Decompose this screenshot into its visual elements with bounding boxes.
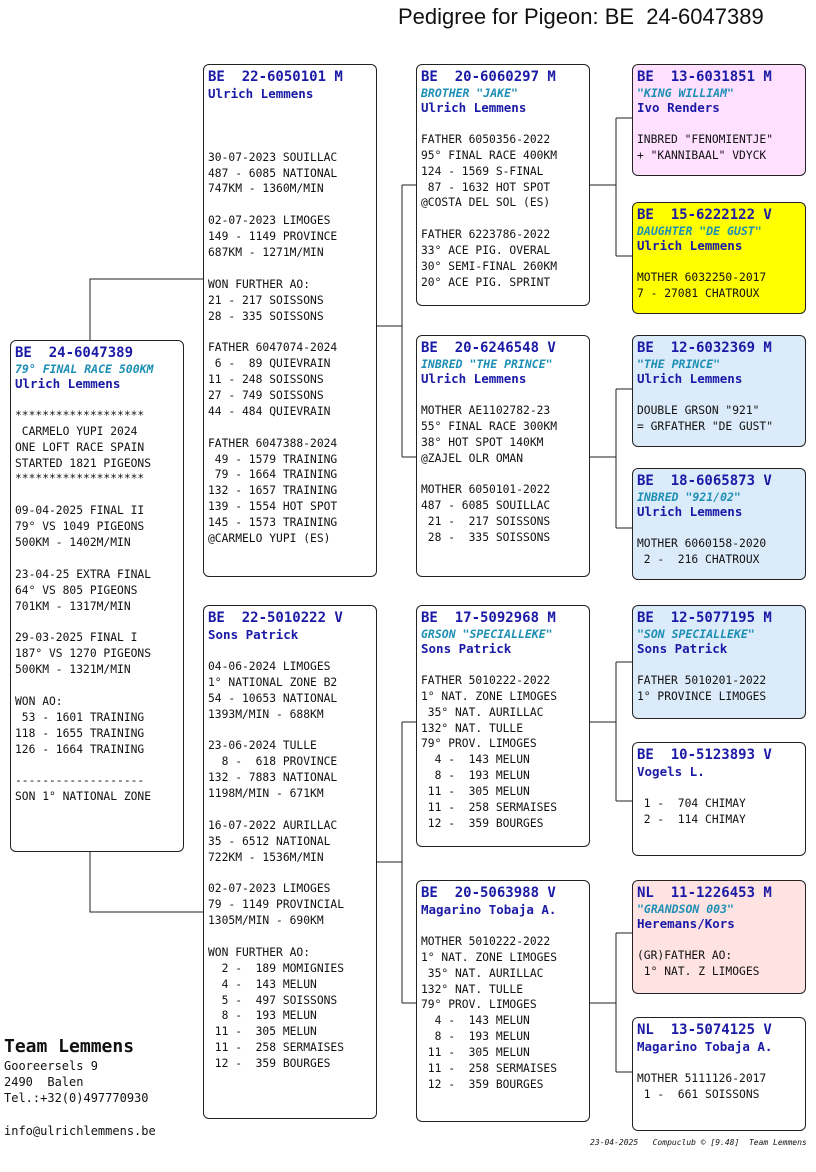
performance-line xyxy=(208,865,372,881)
page-title: Pedigree for Pigeon: BE 24-6047389 xyxy=(398,4,764,29)
performance-line: 8 - 193 MELUN xyxy=(421,769,530,783)
pigeon-card-dss xyxy=(632,605,806,719)
performance-line: CARMELO YUPI 2024 xyxy=(15,424,138,438)
performance-line: 12 - 359 BOURGES xyxy=(421,816,544,830)
performance-line: 6 - 89 QUIEVRAIN xyxy=(208,357,331,371)
performance-line: 95° FINAL RACE 400KM xyxy=(421,148,558,162)
performance-line: 44 - 484 QUIEVRAIN xyxy=(208,404,331,418)
performance-line: 79 - 1664 TRAINING xyxy=(208,468,338,482)
performance-line: 187° VS 1270 PIGEONS xyxy=(15,647,152,661)
performance-line: MOTHER AE1102782-23 xyxy=(421,403,551,417)
pigeon-nickname: BROTHER "JAKE" xyxy=(421,86,518,100)
performance-line: 1 - 704 CHIMAY xyxy=(637,796,746,810)
performance-line: 1 - 661 SOISSONS xyxy=(637,1087,760,1101)
breeder-name: Sons Patrick xyxy=(637,641,728,656)
performance-line: WON FURTHER AO: xyxy=(208,945,311,959)
breeder-name: Ulrich Lemmens xyxy=(421,100,527,115)
ring-number: BE 20-6060297 M xyxy=(421,69,556,85)
performance-line: 1° NAT. Z LIMOGES xyxy=(637,964,760,978)
performance-line xyxy=(637,780,801,796)
performance-line: DOUBLE GRSON "921" xyxy=(637,403,760,417)
performance-line: 09-04-2025 FINAL II xyxy=(15,504,145,518)
performance-line: (GR)FATHER AO: xyxy=(637,948,733,962)
pigeon-card-ddd xyxy=(632,1017,806,1131)
pigeon-card-sdd xyxy=(632,468,806,580)
performance-line: @ZAJEL OLR OMAN xyxy=(421,451,524,465)
performance-line xyxy=(421,387,585,403)
pigeon-card-dam-sire xyxy=(416,605,590,847)
pigeon-card-subject xyxy=(10,340,184,852)
performance-line xyxy=(208,929,372,945)
performance-line: 11 - 305 MELUN xyxy=(421,785,530,799)
performance-line: 145 - 1573 TRAINING xyxy=(208,516,338,530)
performance-line: 722KM - 1536M/MIN xyxy=(208,850,324,864)
breeder-name: Ulrich Lemmens xyxy=(15,376,121,391)
performance-line xyxy=(208,197,372,213)
performance-line: FATHER 6050356-2022 xyxy=(421,132,551,146)
performance-line: 487 - 6085 SOUILLAC xyxy=(421,499,551,513)
pigeon-card-sss xyxy=(632,64,806,176)
performance-line: FATHER 6047074-2024 xyxy=(208,341,338,355)
performance-line: 149 - 1149 PROVINCE xyxy=(208,230,338,244)
performance-line xyxy=(208,134,372,150)
performance-line: 1° NATIONAL ZONE B2 xyxy=(208,675,338,689)
performance-line xyxy=(421,211,585,227)
performance-line xyxy=(637,254,801,270)
performance-line: 1393M/MIN - 688KM xyxy=(208,707,324,721)
performance-line: 28 - 335 SOISSONS xyxy=(208,309,324,323)
pigeon-card-sire-sire xyxy=(416,64,590,306)
breeder-name: Sons Patrick xyxy=(421,641,512,656)
ring-number: NL 11-1226453 M xyxy=(637,885,772,901)
performance-line: 139 - 1554 HOT SPOT xyxy=(208,500,338,514)
performance-line xyxy=(208,643,372,659)
performance-line: 2 - 216 CHATROUX xyxy=(637,552,760,566)
performance-line: 02-07-2023 LIMOGES xyxy=(208,214,331,228)
performance-line xyxy=(15,614,179,630)
performance-lines xyxy=(637,932,801,980)
performance-lines xyxy=(637,116,801,164)
performance-line: 500KM - 1321M/MIN xyxy=(15,663,131,677)
performance-line: 35 - 6512 NATIONAL xyxy=(208,834,331,848)
breeder-name: Ulrich Lemmens xyxy=(637,371,743,386)
performance-lines xyxy=(208,102,372,547)
performance-line: MOTHER 5111126-2017 xyxy=(637,1071,767,1085)
performance-line: @COSTA DEL SOL (ES) xyxy=(421,196,551,210)
performance-line: 12 - 359 BOURGES xyxy=(208,1057,331,1071)
performance-lines xyxy=(421,387,585,546)
performance-line: = GRFATHER "DE GUST" xyxy=(637,419,774,433)
performance-line: 79° PROV. LIMOGES xyxy=(421,737,537,751)
performance-line: ******************* xyxy=(15,408,145,422)
pigeon-nickname: "GRANDSON 003" xyxy=(637,902,734,916)
performance-line: 53 - 1601 TRAINING xyxy=(15,710,145,724)
performance-line: MOTHER 6050101-2022 xyxy=(421,483,551,497)
ring-number: BE 15-6222122 V xyxy=(637,207,772,223)
ring-number: BE 13-6031851 M xyxy=(637,69,772,85)
performance-line: 79 - 1149 PROVINCIAL xyxy=(208,898,345,912)
footer-credit: 23-04-2025 Compuclub © [9.48] Team Lemmens xyxy=(590,1138,807,1147)
performance-line: FATHER 6223786-2022 xyxy=(421,228,551,242)
performance-line: 28 - 335 SOISSONS xyxy=(421,531,551,545)
performance-line: 23-04-25 EXTRA FINAL xyxy=(15,567,152,581)
performance-line xyxy=(208,802,372,818)
performance-line xyxy=(15,678,179,694)
performance-line: FATHER 5010201-2022 xyxy=(637,673,767,687)
performance-line xyxy=(421,657,585,673)
performance-line: 4 - 143 MELUN xyxy=(421,1014,530,1028)
performance-line: @CARMELO YUPI (ES) xyxy=(208,532,331,546)
performance-line: + "KANNIBAAL" VDYCK xyxy=(637,148,767,162)
performance-line xyxy=(421,466,585,482)
performance-line: 21 - 217 SOISSONS xyxy=(421,515,551,529)
performance-line: 1° NAT. ZONE LIMOGES xyxy=(421,950,558,964)
breeder-name: Magarino Tobaja A. xyxy=(421,902,557,917)
performance-line: 30-07-2023 SOUILLAC xyxy=(208,150,338,164)
performance-line: 27 - 749 SOISSONS xyxy=(208,389,324,403)
performance-line: 11 - 258 SERMAISES xyxy=(421,801,558,815)
ring-number: BE 12-6032369 M xyxy=(637,340,772,356)
performance-line: 687KM - 1271M/MIN xyxy=(208,246,324,260)
performance-line: 132 - 7883 NATIONAL xyxy=(208,771,338,785)
performance-line: 04-06-2024 LIMOGES xyxy=(208,659,331,673)
team-city: 2490 Balen xyxy=(4,1075,84,1089)
performance-lines xyxy=(637,1055,801,1103)
performance-line: 132° NAT. TULLE xyxy=(421,721,524,735)
pigeon-card-dam-dam xyxy=(416,880,590,1122)
performance-line xyxy=(208,722,372,738)
pigeon-card-dds xyxy=(632,880,806,994)
performance-lines xyxy=(15,392,179,805)
performance-line: 30° SEMI-FINAL 260KM xyxy=(421,260,558,274)
performance-line: 7 - 27081 CHATROUX xyxy=(637,286,760,300)
performance-line: FATHER 6047388-2024 xyxy=(208,436,338,450)
performance-lines xyxy=(637,254,801,302)
performance-line: 33° ACE PIG. OVERAL xyxy=(421,244,551,258)
performance-lines xyxy=(208,643,372,1072)
breeder-name: Ivo Renders xyxy=(637,100,720,115)
performance-line: 8 - 193 MELUN xyxy=(208,1009,317,1023)
performance-line: 79° VS 1049 PIGEONS xyxy=(15,520,145,534)
performance-line: 11 - 248 SOISSONS xyxy=(208,373,324,387)
ring-number: BE 20-6246548 V xyxy=(421,340,556,356)
pigeon-card-dam xyxy=(203,605,377,1119)
performance-line xyxy=(637,1055,801,1071)
performance-line: MOTHER 6032250-2017 xyxy=(637,270,767,284)
performance-line xyxy=(208,324,372,340)
team-address-block xyxy=(4,1036,149,1106)
performance-lines xyxy=(421,657,585,832)
performance-line: 87 - 1632 HOT SPOT xyxy=(421,180,551,194)
performance-line xyxy=(208,420,372,436)
performance-line: ------------------- xyxy=(15,774,145,788)
performance-line: 2 - 114 CHIMAY xyxy=(637,812,746,826)
performance-line: ONE LOFT RACE SPAIN xyxy=(15,440,145,454)
performance-lines xyxy=(637,520,801,568)
performance-line xyxy=(15,757,179,773)
breeder-name: Ulrich Lemmens xyxy=(421,371,527,386)
performance-line: 12 - 359 BOURGES xyxy=(421,1077,544,1091)
performance-line: 02-07-2023 LIMOGES xyxy=(208,882,331,896)
performance-line: 49 - 1579 TRAINING xyxy=(208,452,338,466)
pigeon-nickname: "SON SPECIALLEKE" xyxy=(637,627,755,641)
performance-line: 23-06-2024 TULLE xyxy=(208,739,317,753)
performance-line: 64° VS 805 PIGEONS xyxy=(15,583,138,597)
pigeon-nickname: DAUGHTER "DE GUST" xyxy=(637,224,762,238)
performance-line xyxy=(637,387,801,403)
performance-line: 2 - 189 MOMIGNIES xyxy=(208,961,345,975)
performance-line: INBRED "FENOMIENTJE" xyxy=(637,132,774,146)
performance-line: 35° NAT. AURILLAC xyxy=(421,705,544,719)
performance-line: WON FURTHER AO: xyxy=(208,277,311,291)
performance-line: 11 - 258 SERMAISES xyxy=(421,1062,558,1076)
performance-line xyxy=(637,116,801,132)
performance-line xyxy=(637,657,801,673)
pigeon-card-sire-dam xyxy=(416,335,590,577)
performance-line: 124 - 1569 S-FINAL xyxy=(421,164,544,178)
performance-line: 1° NAT. ZONE LIMOGES xyxy=(421,689,558,703)
performance-line: ******************* xyxy=(15,472,145,486)
performance-line: FATHER 5010222-2022 xyxy=(421,673,551,687)
pigeon-card-dsd xyxy=(632,742,806,856)
ring-number: BE 24-6047389 xyxy=(15,345,134,361)
performance-line xyxy=(421,918,585,934)
pigeon-card-ssd xyxy=(632,202,806,314)
performance-line: 487 - 6085 NATIONAL xyxy=(208,166,338,180)
pigeon-nickname: INBRED "THE PRINCE" xyxy=(421,357,553,371)
performance-line: STARTED 1821 PIGEONS xyxy=(15,456,152,470)
pigeon-nickname: GRSON "SPECIALLEKE" xyxy=(421,627,553,641)
performance-lines xyxy=(421,116,585,291)
performance-line: 132° NAT. TULLE xyxy=(421,982,524,996)
performance-line xyxy=(208,118,372,134)
breeder-name: Magarino Tobaja A. xyxy=(637,1039,773,1054)
ring-number: BE 12-5077195 M xyxy=(637,610,772,626)
pigeon-nickname: 79° FINAL RACE 500KM xyxy=(15,362,154,376)
performance-line: MOTHER 6060158-2020 xyxy=(637,536,767,550)
performance-line: 4 - 143 MELUN xyxy=(421,753,530,767)
ring-number: BE 22-6050101 M xyxy=(208,69,343,85)
performance-line xyxy=(637,520,801,536)
performance-line: SON 1° NATIONAL ZONE xyxy=(15,790,152,804)
performance-line: 16-07-2022 AURILLAC xyxy=(208,818,338,832)
performance-lines xyxy=(421,918,585,1093)
team-street: Gooreersels 9 xyxy=(4,1059,98,1073)
performance-line: 20° ACE PIG. SPRINT xyxy=(421,275,551,289)
pigeon-card-sire xyxy=(203,64,377,577)
breeder-name: Ulrich Lemmens xyxy=(637,238,743,253)
performance-line: MOTHER 5010222-2022 xyxy=(421,934,551,948)
performance-line: 5 - 497 SOISSONS xyxy=(208,993,338,1007)
team-email: info@ulrichlemmens.be xyxy=(4,1124,156,1138)
performance-line: 1198M/MIN - 671KM xyxy=(208,787,324,801)
performance-line xyxy=(208,261,372,277)
performance-line: 701KM - 1317M/MIN xyxy=(15,599,131,613)
breeder-name: Sons Patrick xyxy=(208,627,299,642)
ring-number: BE 18-6065873 V xyxy=(637,473,772,489)
performance-line: 38° HOT SPOT 140KM xyxy=(421,435,544,449)
ring-number: NL 13-5074125 V xyxy=(637,1022,772,1038)
performance-line xyxy=(208,102,372,118)
ring-number: BE 17-5092968 M xyxy=(421,610,556,626)
ring-number: BE 10-5123893 V xyxy=(637,747,772,763)
performance-line xyxy=(15,487,179,503)
ring-number: BE 20-5063988 V xyxy=(421,885,556,901)
pigeon-card-sds xyxy=(632,335,806,447)
performance-line xyxy=(421,116,585,132)
performance-line xyxy=(15,392,179,408)
performance-line: 132 - 1657 TRAINING xyxy=(208,484,338,498)
performance-line: 8 - 618 PROVINCE xyxy=(208,755,338,769)
team-name: Team Lemmens xyxy=(4,1036,135,1057)
performance-line: 4 - 143 MELUN xyxy=(208,977,317,991)
pigeon-nickname: INBRED "921/02" xyxy=(637,490,741,504)
performance-line: 126 - 1664 TRAINING xyxy=(15,742,145,756)
performance-line: 11 - 258 SERMAISES xyxy=(208,1041,345,1055)
performance-line: 21 - 217 SOISSONS xyxy=(208,293,324,307)
performance-line: 11 - 305 MELUN xyxy=(421,1046,530,1060)
breeder-name: Ulrich Lemmens xyxy=(637,504,743,519)
performance-line: 118 - 1655 TRAINING xyxy=(15,726,145,740)
breeder-name: Vogels L. xyxy=(637,764,705,779)
breeder-name: Heremans/Kors xyxy=(637,916,735,931)
performance-lines xyxy=(637,780,801,828)
performance-line: 500KM - 1402M/MIN xyxy=(15,536,131,550)
performance-lines xyxy=(637,387,801,435)
performance-line xyxy=(15,551,179,567)
performance-line xyxy=(637,932,801,948)
team-phone: Tel.:+32(0)497770930 xyxy=(4,1091,149,1105)
ring-number: BE 22-5010222 V xyxy=(208,610,343,626)
pigeon-nickname: "THE PRINCE" xyxy=(637,357,721,371)
performance-line: 1305M/MIN - 690KM xyxy=(208,914,324,928)
performance-line: 11 - 305 MELUN xyxy=(208,1025,317,1039)
performance-line: 35° NAT. AURILLAC xyxy=(421,966,544,980)
performance-lines xyxy=(637,657,801,705)
performance-line: WON AO: xyxy=(15,694,63,708)
performance-line: 79° PROV. LIMOGES xyxy=(421,998,537,1012)
performance-line: 55° FINAL RACE 300KM xyxy=(421,419,558,433)
breeder-name: Ulrich Lemmens xyxy=(208,86,314,101)
performance-line: 54 - 10653 NATIONAL xyxy=(208,691,338,705)
performance-line: 29-03-2025 FINAL I xyxy=(15,631,138,645)
performance-line: 1° PROVINCE LIMOGES xyxy=(637,689,767,703)
performance-line: 747KM - 1360M/MIN xyxy=(208,182,324,196)
pigeon-nickname: "KING WILLIAM" xyxy=(637,86,734,100)
performance-line: 8 - 193 MELUN xyxy=(421,1030,530,1044)
